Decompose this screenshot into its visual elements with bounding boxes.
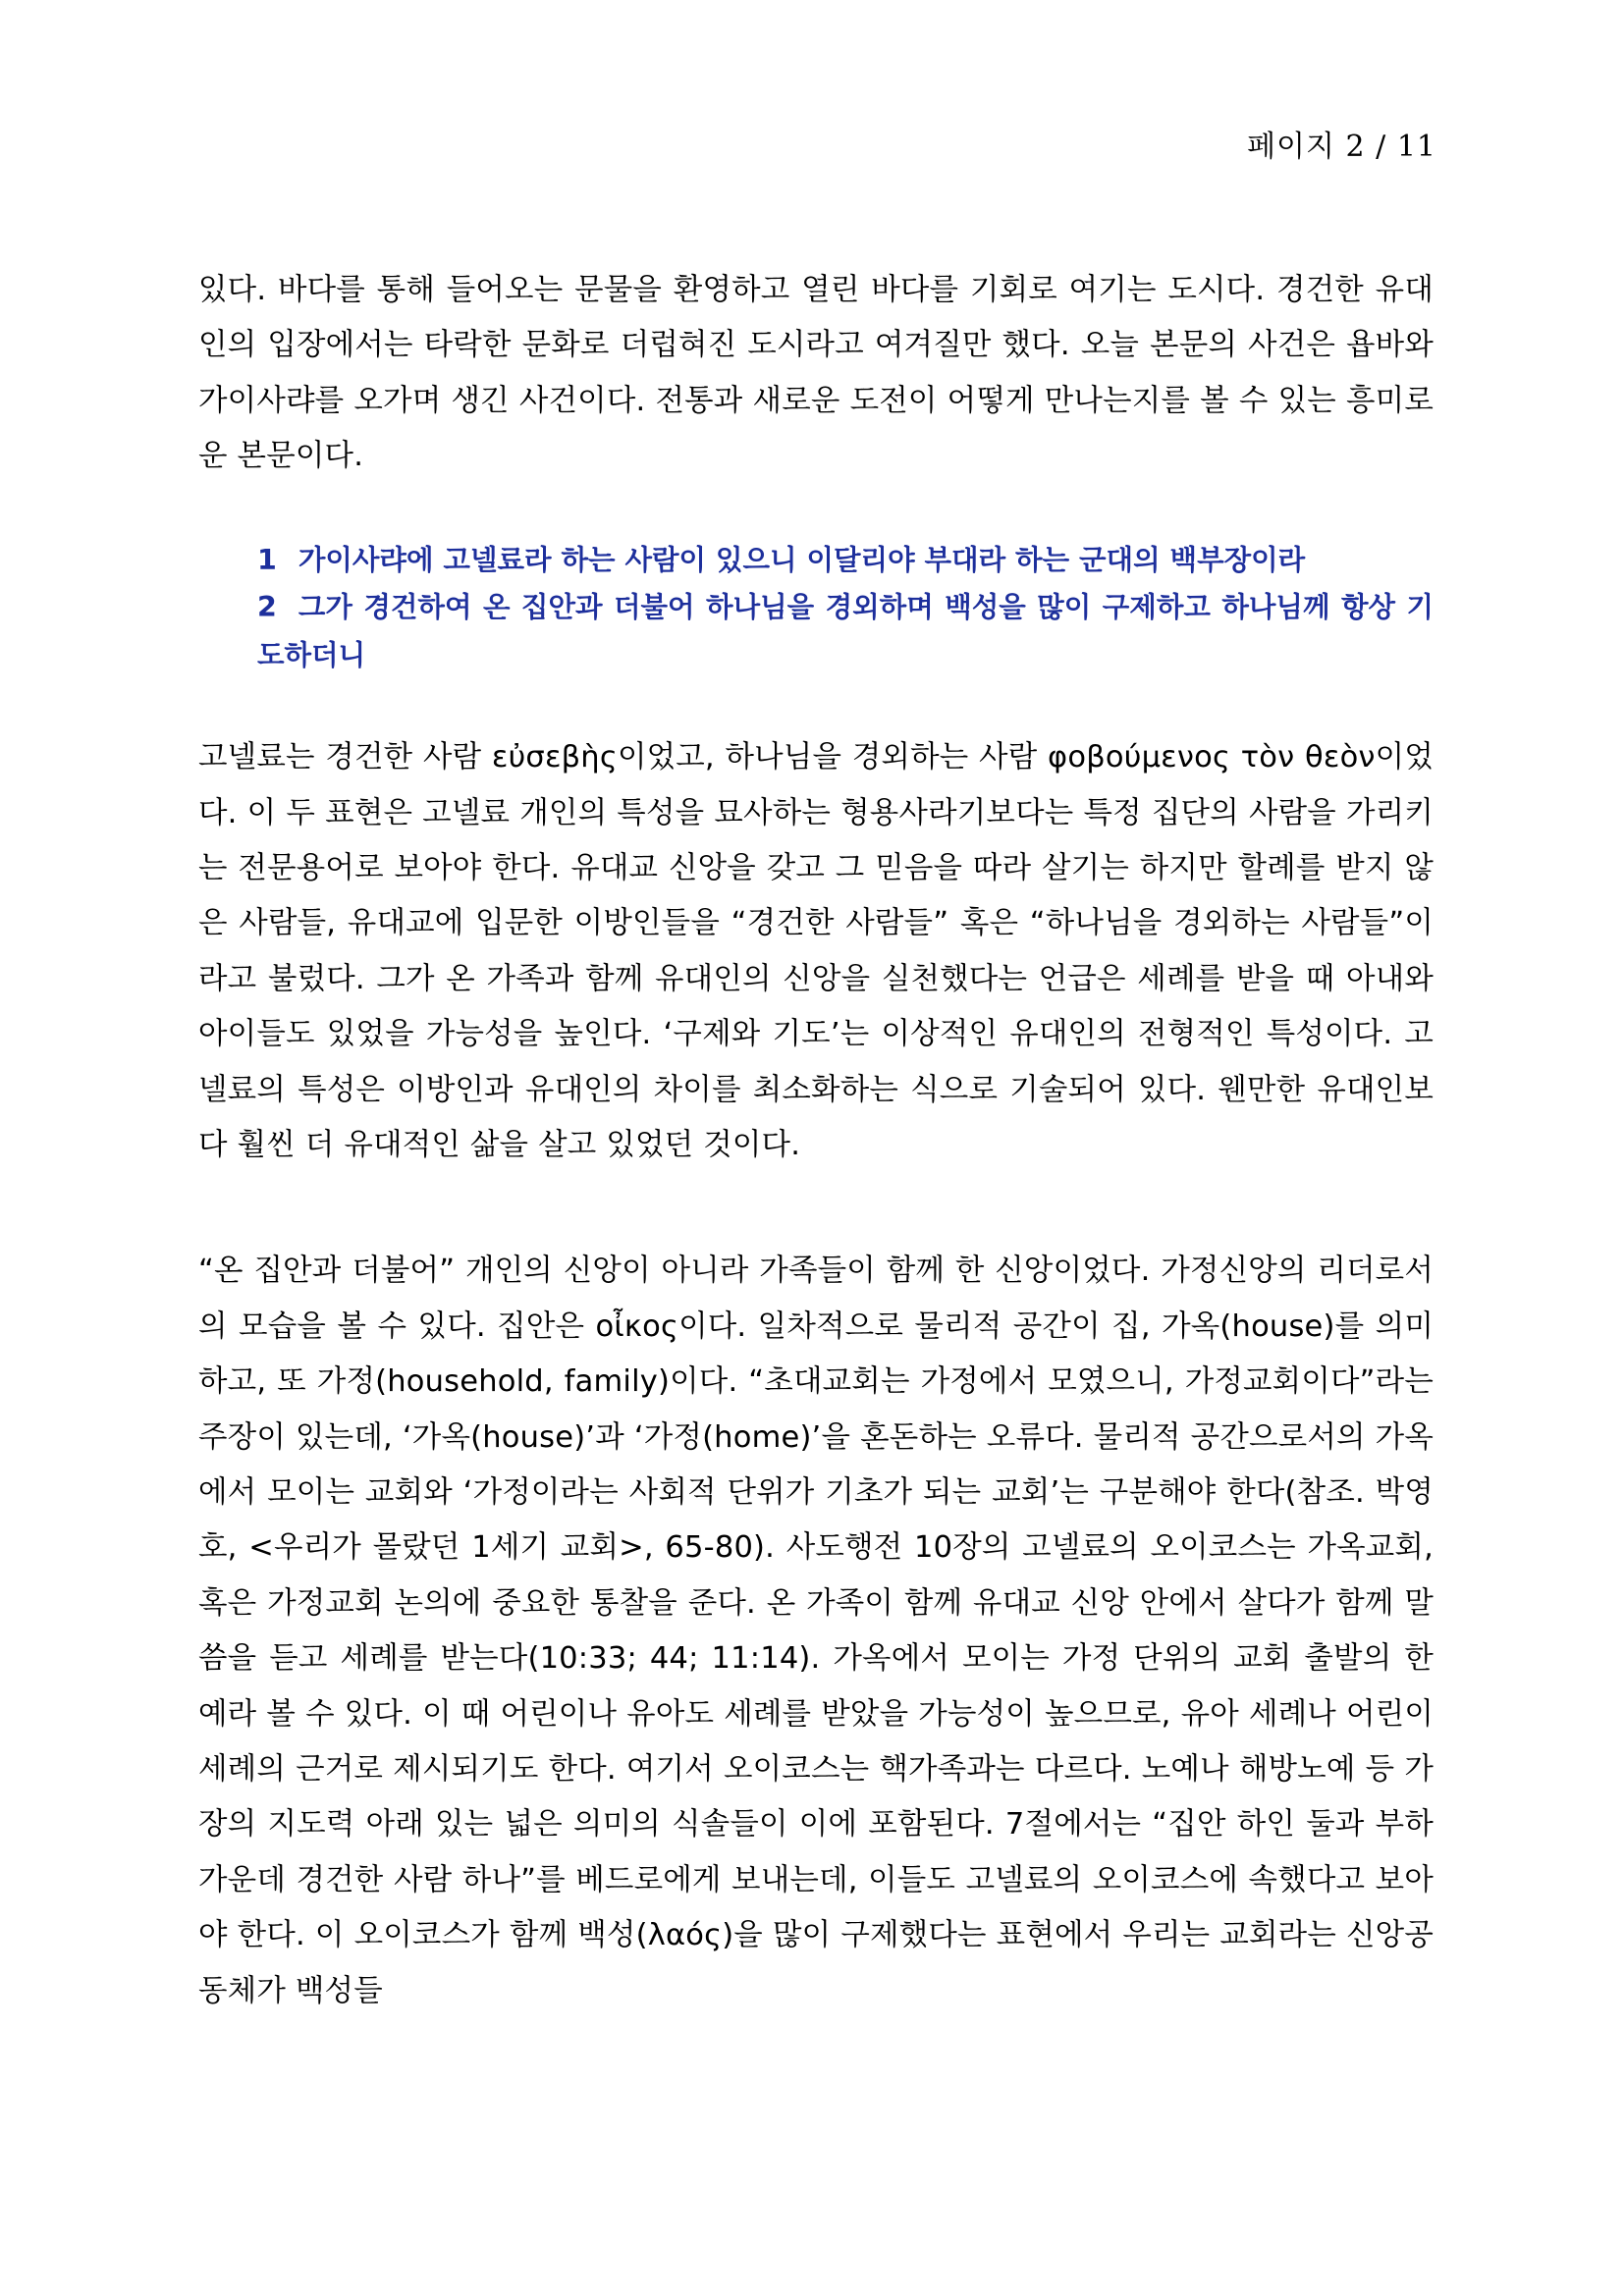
paragraph-spacer	[198, 1173, 1434, 1244]
paragraph-intro: 있다. 바다를 통해 들어오는 문물을 환영하고 열린 바다를 기회로 여기는 도시다. 경건한 유대인의 입장에서는 타락한 문화로 더럽혀진 도시라고 여겨질만 했다. 오늘 본문의 사건은 욥바와 가이사랴를 오가며 생긴 사건이다. 전통과 새로운 도전이 어떻게 만나는지를 볼 수 있는 흥미로운 본문이다.	[198, 273, 1434, 474]
verse-text: 그가 경건하여 온 집안과 더불어 하나님을 경외하며 백성을 많이 구제하고 하나님께 항상 기도하더니	[257, 591, 1434, 671]
scripture-quote	[257, 537, 1434, 680]
verse-2	[257, 584, 1434, 679]
verse-1	[257, 537, 1434, 585]
verse-number: 1	[257, 543, 277, 576]
verse-text: 가이사랴에 고넬료라 하는 사람이 있으니 이달리야 부대라 하는 군대의 백부장이라	[298, 543, 1306, 576]
verse-number: 2	[257, 591, 277, 624]
page-number: 페이지 2 / 11	[1247, 130, 1436, 164]
paragraph-household: “온 집안과 더불어” 개인의 신앙이 아니라 가족들이 함께 한 신앙이었다. 가정신앙의 리더로서의 모습을 볼 수 있다. 집안은 οἶκος이다. 일차적으로 물리적 공간이 집, 가옥(house)를 의미하고, 또 가정(household, family)이다. “초대교회는 가정에서 모였으니, 가정교회이다”라는 주장이 있는데, ‘가옥(house)’과 ‘가정(home)’을 혼돈하는 오류다. 물리적 공간으로서의 가옥에서 모이는 교회와 ‘가정이라는 사회적 단위가 기초가 되는 교회’는 구분해야 한다(참조. 박영호, <우리가 몰랐던 1세기 교회>, 65-80). 사도행전 10장의 고넬료의 오이코스는 가옥교회, 혹은 가정교회 논의에 중요한 통찰을 준다. 온 가족이 함께 유대교 신앙 안에서 살다가 함께 말씀을 듣고 세례를 받는다(10:33; 44; 11:14). 가옥에서 모이는 가정 단위의 교회 출발의 한 예라 볼 수 있다. 이 때 어린이나 유아도 세례를 받았을 가능성이 높으므로, 유아 세례나 어린이 세례의 근거로 제시되기도 한다. 여기서 오이코스는 핵가족과는 다르다. 노예나 해방노예 등 가장의 지도력 아래 있는 넓은 의미의 식솔들이 이에 포함된다. 7절에서는 “집안 하인 둘과 부하 가운데 경건한 사람 하나”를 베드로에게 보내는데, 이들도 고넬료의 오이코스에 속했다고 보아야 한다. 이 오이코스가 함께 백성(λαός)을 많이 구제했다는 표현에서 우리는 교회라는 신앙공동체가 백성들	[198, 1254, 1434, 2008]
document-body	[198, 263, 1434, 2019]
paragraph-cornelius: 고넬료는 경건한 사람 εὐσεβὴς이었고, 하나님을 경외하는 사람 φοβούμενος τὸν θεὸν이었다. 이 두 표현은 고넬료 개인의 특성을 묘사하는 형용사라기보다는 특정 집단의 사람을 가리키는 전문용어로 보아야 한다. 유대교 신앙을 갖고 그 믿음을 따라 살기는 하지만 할례를 받지 않은 사람들, 유대교에 입문한 이방인들을 “경건한 사람들” 혹은 “하나님을 경외하는 사람들”이라고 불렀다. 그가 온 가족과 함께 유대인의 신앙을 실천했다는 언급은 세례를 받을 때 아내와 아이들도 있었을 가능성을 높인다. ‘구제와 기도’는 이상적인 유대인의 전형적인 특성이다. 고넬료의 특성은 이방인과 유대인의 차이를 최소화하는 식으로 기술되어 있다. 웬만한 유대인보다 훨씬 더 유대적인 삶을 살고 있었던 것이다.	[198, 740, 1434, 1162]
